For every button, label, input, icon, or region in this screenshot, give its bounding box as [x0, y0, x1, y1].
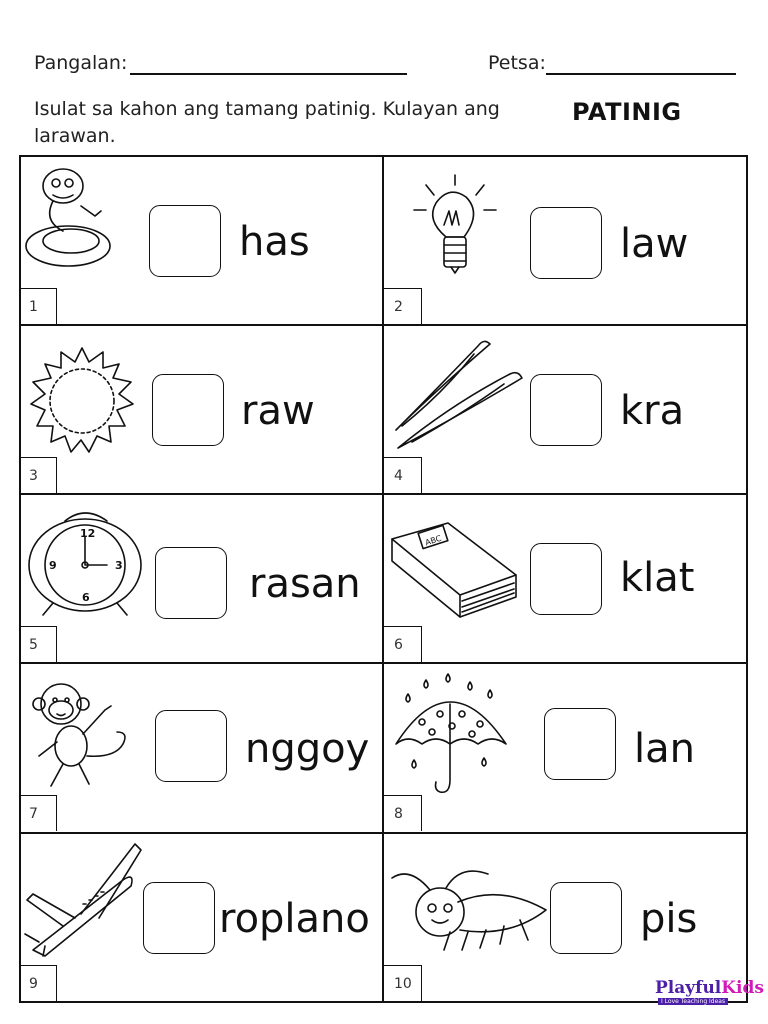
item-cell-10: [384, 832, 748, 1001]
logo-text-accent: Kids: [721, 978, 764, 998]
word-text: lan: [634, 726, 695, 772]
word-text: nggoy: [245, 726, 370, 772]
airplane-icon: [23, 842, 143, 957]
item-number: 2: [384, 288, 422, 324]
item-number: 10: [384, 965, 422, 1001]
word-text: law: [620, 221, 689, 267]
item-cell-1: [19, 155, 383, 324]
item-number: 7: [19, 795, 57, 831]
word-text: kra: [620, 388, 685, 434]
word-text: roplano: [219, 896, 370, 942]
answer-box[interactable]: [149, 205, 221, 277]
answer-box[interactable]: [550, 882, 622, 954]
svg-text:9: 9: [49, 559, 57, 572]
word-text: rasan: [249, 561, 361, 607]
item-number: 9: [19, 965, 57, 1001]
item-number: 6: [384, 626, 422, 662]
answer-box[interactable]: [530, 374, 602, 446]
svg-text:6: 6: [82, 591, 90, 604]
answer-box[interactable]: [544, 708, 616, 780]
word-text: klat: [620, 555, 695, 601]
answer-box[interactable]: [143, 882, 215, 954]
item-cell-8: [384, 662, 748, 831]
date-line[interactable]: [546, 73, 736, 75]
cricket-icon: [390, 860, 550, 960]
svg-text:12: 12: [80, 527, 96, 540]
instruction-text: Isulat sa kahon ang tamang patinig. Kulayan ang larawan.: [34, 98, 500, 147]
name-line[interactable]: [130, 73, 407, 75]
logo-text: Playful: [655, 978, 722, 998]
item-cell-5: [19, 493, 383, 662]
svg-text:3: 3: [115, 559, 123, 572]
item-cell-6: [384, 493, 748, 662]
item-number: 8: [384, 795, 422, 831]
word-text: pis: [640, 896, 698, 942]
snake-icon: [23, 161, 123, 271]
item-cell-9: [19, 832, 383, 1001]
answer-box[interactable]: [155, 710, 227, 782]
name-label: Pangalan:: [34, 52, 128, 74]
lightbulb-icon: [404, 175, 514, 285]
clock-numbers: [25, 507, 145, 617]
date-label: Petsa:: [488, 52, 546, 74]
logo-tagline: I Love Teaching Ideas: [658, 998, 728, 1005]
sun-icon: [27, 346, 137, 456]
book-icon: [388, 521, 518, 621]
answer-box[interactable]: [530, 543, 602, 615]
word-text: has: [239, 219, 310, 265]
word-text: raw: [241, 388, 315, 434]
item-cell-2: [384, 155, 748, 324]
svg-text:ABC: ABC: [424, 533, 443, 548]
item-number: 3: [19, 457, 57, 493]
item-number: 1: [19, 288, 57, 324]
umbrella-rain-icon: [392, 668, 512, 803]
item-number: 4: [384, 457, 422, 493]
item-cell-7: [19, 662, 383, 831]
playfulkids-logo: [655, 978, 764, 998]
worksheet-title: PATINIG: [572, 98, 682, 126]
answer-box[interactable]: [530, 207, 602, 279]
item-cell-4: [384, 324, 748, 493]
okra-icon: [392, 334, 527, 454]
item-cell-3: [19, 324, 383, 493]
answer-box[interactable]: [155, 547, 227, 619]
monkey-icon: [27, 676, 137, 796]
item-number: 5: [19, 626, 57, 662]
answer-box[interactable]: [152, 374, 224, 446]
